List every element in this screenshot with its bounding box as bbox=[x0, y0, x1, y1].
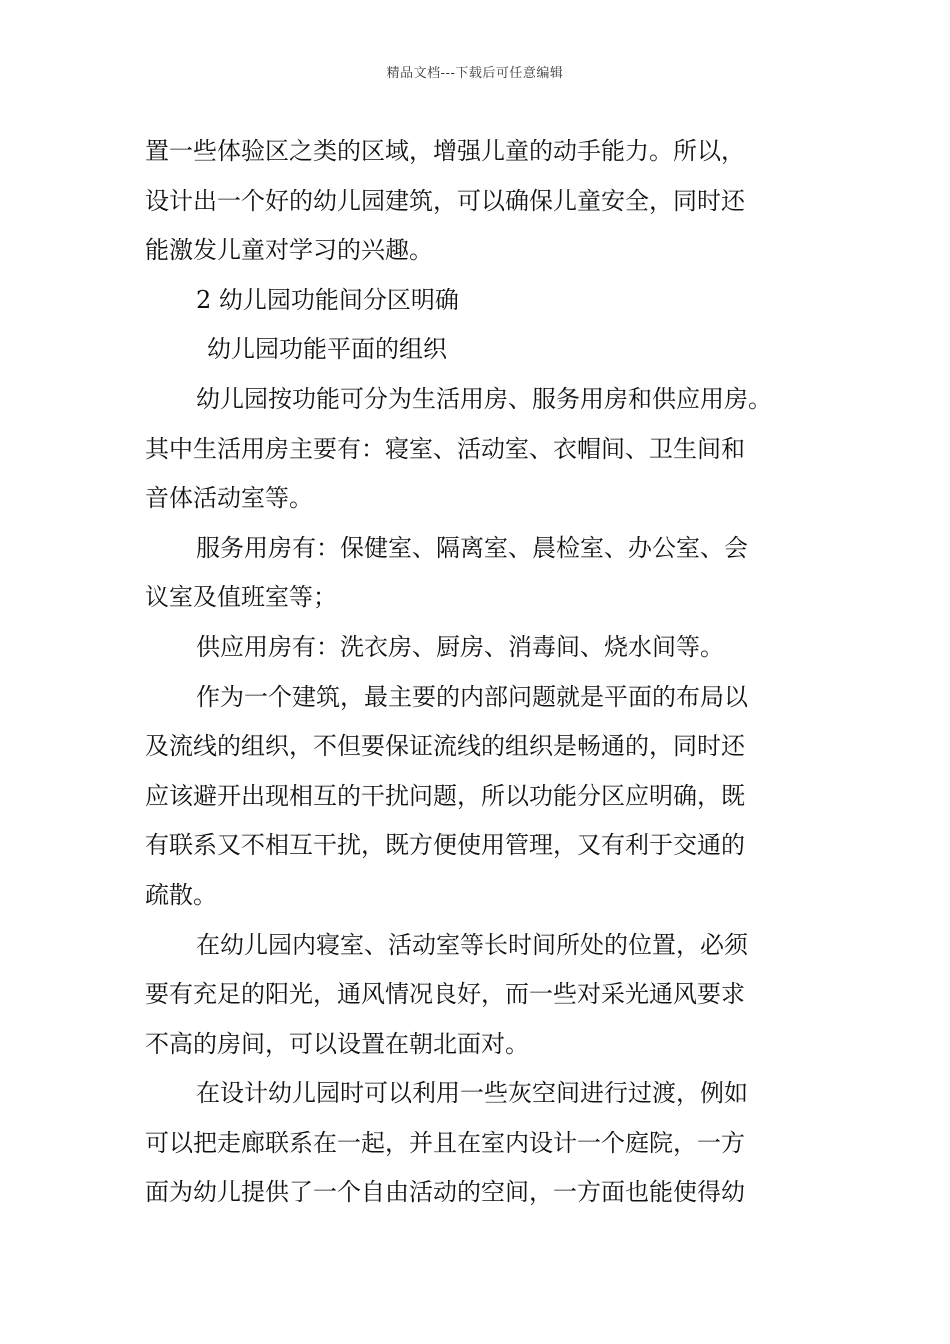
text-line: 可以把走廊联系在一起，并且在室内设计一个庭院，一方 bbox=[145, 1128, 745, 1157]
page-header: 精品文档---下载后可任意编辑 bbox=[386, 66, 564, 81]
text-line: 幼儿园按功能可分为生活用房、服务用房和供应用房。 bbox=[196, 384, 772, 413]
subsection-heading: 幼儿园功能平面的组织 bbox=[207, 335, 447, 364]
text-line: 议室及值班室等； bbox=[145, 583, 337, 612]
text-line: 其中生活用房主要有：寝室、活动室、衣帽间、卫生间和 bbox=[145, 434, 745, 463]
document-body bbox=[145, 127, 790, 1218]
text-line: 不高的房间，可以设置在朝北面对。 bbox=[145, 1029, 529, 1058]
text-line: 能激发儿童对学习的兴趣。 bbox=[145, 236, 433, 265]
text-line: 有联系又不相互干扰，既方便使用管理，又有利于交通的 bbox=[145, 831, 745, 860]
text-line: 音体活动室等。 bbox=[145, 484, 313, 513]
text-line: 服务用房有：保健室、隔离室、晨检室、办公室、会 bbox=[196, 533, 748, 562]
text-line: 作为一个建筑，最主要的内部问题就是平面的布局以 bbox=[196, 682, 748, 711]
text-line: 及流线的组织，不但要保证流线的组织是畅通的，同时还 bbox=[145, 732, 745, 761]
text-line: 设计出一个好的幼儿园建筑，可以确保儿童安全，同时还 bbox=[145, 186, 745, 215]
text-line: 要有充足的阳光，通风情况良好，而一些对采光通风要求 bbox=[145, 980, 745, 1009]
text-line: 疏散。 bbox=[145, 880, 217, 909]
text-line: 应该避开出现相互的干扰问题，所以功能分区应明确，既 bbox=[145, 781, 745, 810]
text-line: 在幼儿园内寝室、活动室等长时间所处的位置，必须 bbox=[196, 930, 748, 959]
text-line: 供应用房有：洗衣房、厨房、消毒间、烧水间等。 bbox=[196, 632, 724, 661]
text-line: 面为幼儿提供了一个自由活动的空间，一方面也能使得幼 bbox=[145, 1178, 745, 1207]
section-heading: 2 幼儿园功能间分区明确 bbox=[196, 285, 459, 314]
text-line: 在设计幼儿园时可以利用一些灰空间进行过渡，例如 bbox=[196, 1079, 748, 1108]
text-line: 置一些体验区之类的区域，增强儿童的动手能力。所以， bbox=[145, 137, 745, 165]
